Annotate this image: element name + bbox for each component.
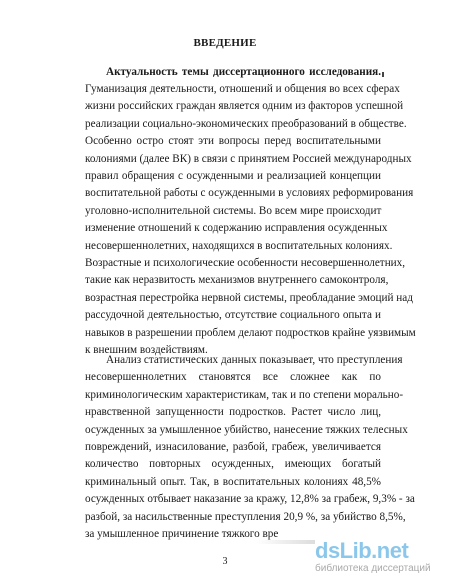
text-line: осужденных за умышленное убийство, нанесение тяжких телесных bbox=[85, 423, 408, 436]
text-line: навыков в разрешении проблем делают подростков крайне уязвимым bbox=[85, 326, 416, 339]
text-line: количество повторных осужденных, имеющих богатый bbox=[85, 458, 381, 471]
text-line: повреждений, изнасилование, разбой, грабеж, увеличивается bbox=[85, 441, 381, 453]
text-line: криминальный опыт. Так, в воспитательных колониях 48,5% bbox=[85, 475, 381, 488]
text-line: возрастная перестройка нервной системы, преобладание эмоций над bbox=[85, 291, 413, 304]
lead-phrase: Актуальность темы диссертационного исследования. bbox=[106, 66, 381, 78]
text-line: рассудочной деятельностью, отсутствие социального опыта и bbox=[85, 309, 381, 322]
text-line: жизни российских граждан является одним из факторов успешной bbox=[85, 100, 404, 113]
scan-artifact bbox=[255, 540, 315, 544]
text-line: реализации социально-экономических преобразований в обществе. bbox=[85, 117, 407, 130]
text-line: несовершеннолетних становятся все сложнее как по bbox=[85, 371, 381, 384]
section-heading: ВВЕДЕНИЕ bbox=[193, 37, 257, 49]
page-number: 3 bbox=[222, 556, 228, 567]
watermark-logo: dsLib.net bbox=[315, 538, 409, 563]
text-line: воспитательной работы с осужденными в условиях реформирования bbox=[85, 187, 414, 200]
text-line: правил обращения с осужденными и реализацией концепции bbox=[85, 170, 381, 182]
scan-mark bbox=[382, 72, 384, 77]
paragraph-1-lead-line bbox=[106, 65, 381, 80]
text-line: Гуманизация деятельности, отношений и общения во всех сферах bbox=[85, 83, 400, 95]
watermark-subtitle: библиотека диссертаций bbox=[315, 563, 431, 574]
text-line: колониями (далее ВК) в связи с принятием Россией международных bbox=[85, 152, 412, 165]
text-line: осужденных отбывает наказание за кражу, 12,8% за грабеж, 9,3% - за bbox=[85, 493, 415, 506]
text-line: уголовно-исполнительной системы. Во всем мире происходит bbox=[85, 204, 382, 217]
text-line: за умышленное причинение тяжкого вре bbox=[85, 528, 279, 540]
text-line: Анализ статистических данных показывает, что преступления bbox=[106, 354, 403, 366]
watermark bbox=[315, 538, 450, 578]
text-line: Возрастные и психологические особенности несовершеннолетних, bbox=[85, 257, 406, 269]
text-line: к внешним воздействиям. bbox=[85, 344, 208, 356]
text-line: несовершеннолетних, находящихся в воспитательных колониях. bbox=[85, 239, 393, 252]
text-line: нравственной запущенности подростков. Растет число лиц, bbox=[85, 406, 381, 419]
text-line: разбой, за насильственные преступления 20,9 %, за убийство 8,5%, bbox=[85, 510, 406, 523]
text-line: такие как неразвитость механизмов внутреннего самоконтроля, bbox=[85, 274, 389, 287]
text-line: криминологическим характеристикам, так и по степени морально- bbox=[85, 388, 404, 401]
text-line: Особенно остро стоят эти вопросы перед воспитательными bbox=[85, 135, 381, 148]
text-line: изменение отношений к содержанию исправления осужденных bbox=[85, 222, 388, 235]
